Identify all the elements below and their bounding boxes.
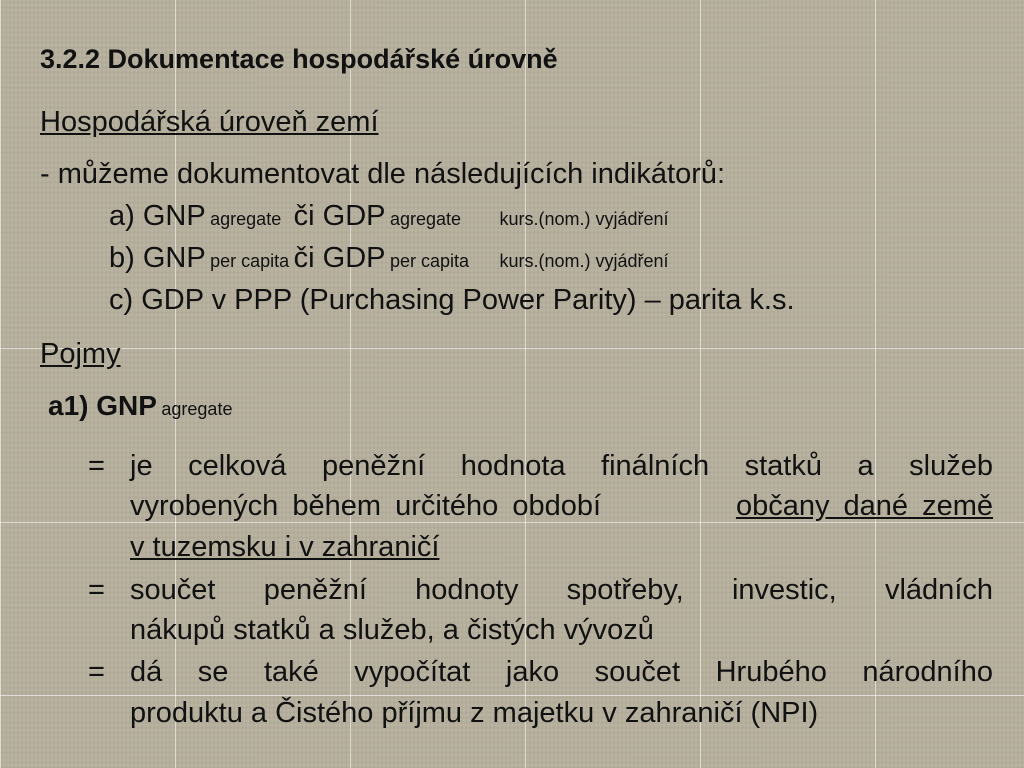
- indicator-b-mid: či GDP: [293, 242, 386, 274]
- indicator-c: c) GDP v PPP (Purchasing Power Parity) – parita k.s.: [109, 284, 795, 316]
- definition-1-eq: =: [88, 450, 105, 482]
- definition-1-line3: v tuzemsku i v zahraničí: [130, 531, 440, 563]
- definition-3-eq: =: [88, 656, 105, 688]
- definition-1-line2-underlined: občany dané země: [735, 490, 993, 522]
- term-sub: agregate: [161, 399, 233, 419]
- section-heading: 3.2.2 Dokumentace hospodářské úrovně: [40, 44, 558, 74]
- indicator-b-prefix: b) GNP: [109, 242, 206, 274]
- definition-1-line2: [130, 490, 993, 523]
- definition-3-line1: dá se také vypočítat jako součet Hrubého národního: [130, 656, 993, 688]
- definition-1-line2-plain: vyrobených během určitého období: [130, 490, 602, 522]
- indicator-a-prefix: a) GNP: [109, 200, 206, 232]
- indicator-a-sub2: agregate: [389, 209, 462, 229]
- pojmy-heading: Pojmy: [40, 338, 121, 370]
- indicator-a-note: kurs.(nom.) vyjádření: [499, 209, 669, 229]
- indicator-b: [109, 242, 669, 275]
- subheading: Hospodářská úroveň zemí: [40, 106, 379, 138]
- indicator-a-mid: či GDP: [293, 200, 386, 232]
- definition-3-line2: produktu a Čistého příjmu z majetku v zahraničí (NPI): [130, 697, 819, 729]
- intro-text: - můžeme dokumentovat dle následujících indikátorů:: [40, 158, 726, 190]
- term-gnp: [48, 390, 232, 422]
- definition-2-eq: =: [88, 574, 105, 606]
- term-label: a1) GNP: [48, 390, 157, 421]
- indicator-b-note: kurs.(nom.) vyjádření: [499, 251, 669, 271]
- definition-2-line1: součet peněžní hodnoty spotřeby, investic, vládních: [130, 574, 993, 606]
- indicator-a: [109, 200, 669, 233]
- indicator-b-sub1: per capita: [210, 251, 290, 271]
- definition-1-line1: je celková peněžní hodnota finálních statků a služeb: [130, 450, 993, 482]
- definition-2-line2: nákupů statků a služeb, a čistých vývozů: [130, 614, 654, 646]
- indicator-b-sub2: per capita: [389, 251, 470, 271]
- indicator-a-sub1: agregate: [210, 209, 282, 229]
